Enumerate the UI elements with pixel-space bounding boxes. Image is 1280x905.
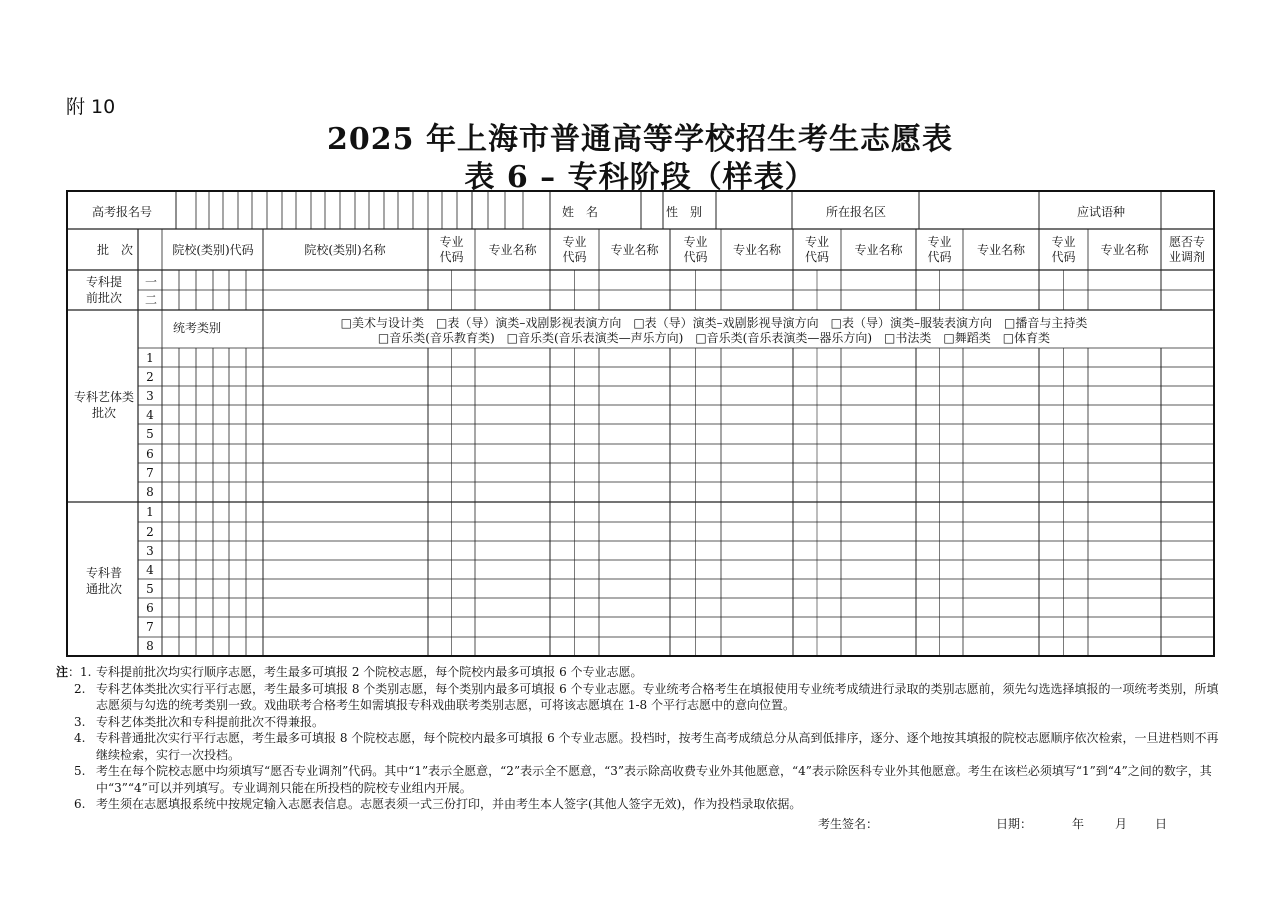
major-code-header: 专业代码 — [439, 235, 464, 264]
category-label: 统考类别 — [172, 321, 222, 335]
month-label: 月 — [1115, 817, 1128, 831]
arts-category-option[interactable]: □音乐类(音乐表演类—声乐方向) — [506, 331, 684, 345]
note-number: 6. — [74, 797, 86, 811]
note-item — [74, 796, 1220, 813]
school-code-header: 院校(类别)代码 — [172, 243, 254, 257]
note-number: 3. — [74, 714, 86, 729]
note-text: 专科艺体类批次和专科提前批次不得兼报。 — [96, 714, 325, 729]
arts-row-number: 8 — [146, 485, 154, 499]
early-row-1: 一 — [144, 275, 158, 289]
language-label: 应试语种 — [1076, 205, 1126, 219]
form-grid — [68, 192, 1213, 655]
major-code-header: 专业代码 — [1051, 235, 1076, 264]
major-name-header: 专业名称 — [610, 243, 659, 257]
note-item — [74, 714, 1220, 731]
regular-row-number: 4 — [146, 562, 154, 577]
arts-category-options-row-1 — [264, 316, 1164, 330]
note-text: 考生须在志愿填报系统中按规定输入志愿表信息。志愿表须一式三份打印，并由考生本人签字(其他人签字无效)，作为投档录取依据。 — [96, 797, 802, 811]
note-number: 注：1. — [56, 665, 92, 679]
arts-row-number: 1 — [146, 350, 154, 365]
day-label: 日 — [1155, 817, 1168, 831]
note-text: 专科普通批次实行平行志愿，考生最多可填报 8 个院校志愿，每个院校内最多可填报 6 个专业志愿。投档时，按考生高考成绩总分从高到低排序，逐分、逐个地按其填报的院校志愿顺序依次检索，一旦进档则不再继续检索，实行一次投档。 — [96, 731, 1219, 762]
major-name-header: 专业名称 — [976, 243, 1026, 257]
regular-row-number: 1 — [146, 505, 154, 519]
regular-row-number: 8 — [146, 639, 154, 653]
arts-category-option[interactable]: □播音与主持类 — [1004, 316, 1088, 330]
arts-row-number: 5 — [146, 427, 154, 441]
arts-category-option[interactable]: □表（导）演类–服装表演方向 — [830, 316, 993, 330]
arts-row-number: 7 — [146, 465, 154, 480]
arts-category-option[interactable]: □音乐类(音乐教育类) — [377, 331, 495, 345]
note-number: 2. — [74, 681, 86, 696]
early-row-2: 二 — [144, 293, 158, 307]
arts-category-option[interactable]: □美术与设计类 — [340, 316, 424, 330]
arts-row-number: 6 — [146, 446, 154, 461]
form-title: 2025 年上海市普通高等学校招生考生志愿表 — [327, 122, 953, 157]
note-item — [56, 664, 1220, 681]
arts-category-option[interactable]: □音乐类(音乐表演类—器乐方向) — [695, 331, 873, 345]
major-name-header: 专业名称 — [732, 243, 782, 257]
district-label: 所在报名区 — [825, 205, 887, 219]
major-name-header: 专业名称 — [1100, 243, 1149, 257]
note-item — [74, 681, 1220, 714]
regular-row-number: 3 — [146, 543, 154, 558]
arts-category-option[interactable]: □舞蹈类 — [943, 331, 991, 345]
regular-row-number: 5 — [146, 581, 154, 596]
arts-category-option[interactable]: □表（导）演类–戏剧影视导演方向 — [633, 316, 819, 330]
attachment-label: 附 10 — [66, 96, 116, 118]
exam-no-label: 高考报名号 — [91, 205, 153, 219]
regular-row-number: 6 — [146, 600, 154, 615]
name-label: 姓 名 — [561, 205, 599, 219]
note-number: 4. — [74, 731, 86, 745]
note-number: 5. — [74, 764, 86, 778]
application-form-table — [66, 190, 1215, 657]
arts-category-options-row-2 — [264, 331, 1164, 345]
regular-row-number: 7 — [146, 620, 154, 634]
note-text: 专科提前批次均实行顺序志愿，考生最多可填报 2 个院校志愿，每个院校内最多可填报 6 个专业志愿。 — [96, 665, 643, 679]
adjust-header: 愿否专业调剂 — [1168, 235, 1205, 264]
arts-category-option[interactable]: □体育类 — [1002, 331, 1051, 345]
major-code-header: 专业代码 — [562, 235, 587, 264]
arts-row-number: 2 — [146, 369, 154, 384]
year-label: 年 — [1072, 817, 1085, 831]
gender-label: 性 别 — [665, 205, 703, 219]
school-name-header: 院校(类别)名称 — [304, 243, 386, 257]
note-text: 专科艺体类批次实行平行志愿，考生最多可填报 8 个类别志愿，每个类别内最多可填报 6 个专业志愿。专业统考合格考生在填报使用专业统考成绩进行录取的类别志愿前，须先勾选选择填报的一项统考类别，所填志愿须与勾选的统考类别一致。戏曲联考合格考生如需填报专科戏曲联考类别志愿，可将该志愿填在 1-8 个平行志愿中的意向位置。 — [96, 681, 1219, 712]
major-name-header: 专业名称 — [488, 243, 537, 257]
major-code-header: 专业代码 — [927, 235, 952, 264]
arts-row-number: 4 — [146, 407, 154, 422]
note-text: 考生在每个院校志愿中均须填写“愿否专业调剂”代码。其中“1”表示全愿意，“2”表示全不愿意，“3”表示除高收费专业外其他愿意，“4”表示除医科专业外其他愿意。考生在该栏必须填写“1”到“4”之间的数字，其中“3”“4”可以并列填写。专业调剂只能在所投档的院校专业组内开展。 — [96, 764, 1212, 795]
batch-header: 批 次 — [96, 243, 134, 257]
major-name-header: 专业名称 — [854, 243, 903, 257]
major-code-header: 专业代码 — [683, 235, 708, 264]
arts-batch-label: 专科艺体类批次 — [73, 390, 134, 420]
regular-row-number: 2 — [146, 524, 154, 539]
notes-section — [56, 664, 1220, 813]
signature-label: 考生签名： — [818, 817, 879, 831]
major-code-header: 专业代码 — [804, 235, 829, 264]
arts-category-option[interactable]: □书法类 — [884, 331, 932, 345]
note-item — [74, 730, 1220, 763]
arts-row-number: 3 — [146, 388, 154, 403]
early-batch-label: 专科提前批次 — [85, 275, 122, 305]
arts-category-option[interactable]: □表（导）演类–戏剧影视表演方向 — [435, 316, 622, 330]
form-subtitle: 表 6 – 专科阶段（样表） — [464, 160, 816, 195]
date-label: 日期： — [996, 817, 1033, 831]
note-item — [74, 763, 1220, 796]
regular-batch-label: 专科普通批次 — [85, 566, 122, 596]
